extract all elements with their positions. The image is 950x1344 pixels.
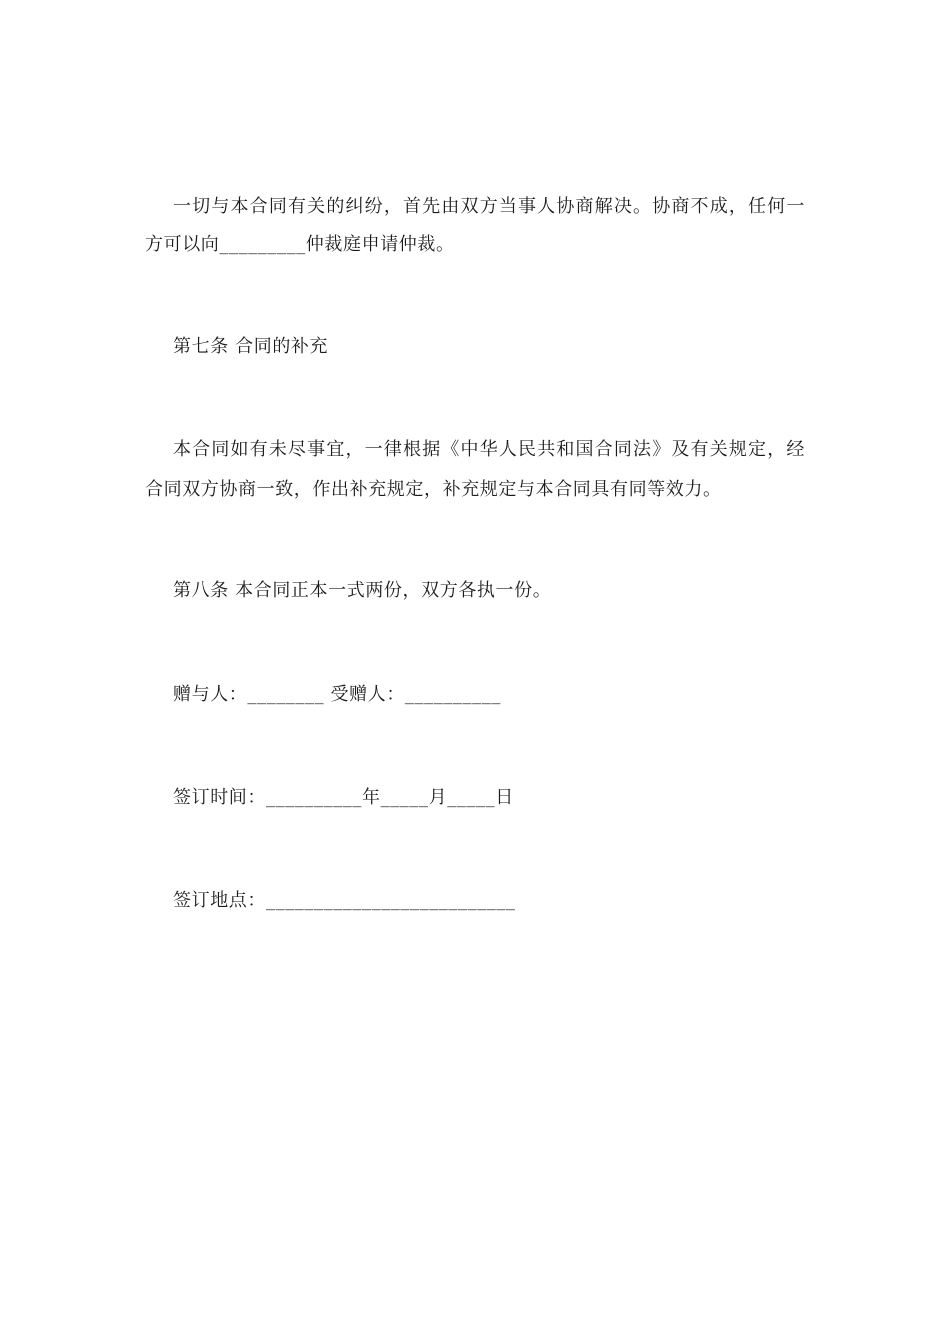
- dispute-clause-line-2: 方可以向_________仲裁庭申请仲裁。: [145, 234, 455, 255]
- donor-donee-signature-line: 赠与人：________ 受赠人：__________: [173, 684, 501, 705]
- signing-place-line: 签订地点：__________________________: [173, 890, 516, 911]
- dispute-clause-line-1: 一切与本合同有关的纠纷，首先由双方当事人协商解决。协商不成，任何一: [173, 196, 805, 217]
- signing-date-line: 签订时间：__________年_____月_____日: [173, 787, 514, 808]
- article-7-line-2: 合同双方协商一致，作出补充规定，补充规定与本合同具有同等效力。: [145, 479, 722, 500]
- article-8-text: 第八条 本合同正本一式两份，双方各执一份。: [173, 580, 552, 601]
- article-7-heading: 第七条 合同的补充: [173, 336, 329, 357]
- article-7-line-1: 本合同如有未尽事宜，一律根据《中华人民共和国合同法》及有关规定，经: [173, 439, 805, 460]
